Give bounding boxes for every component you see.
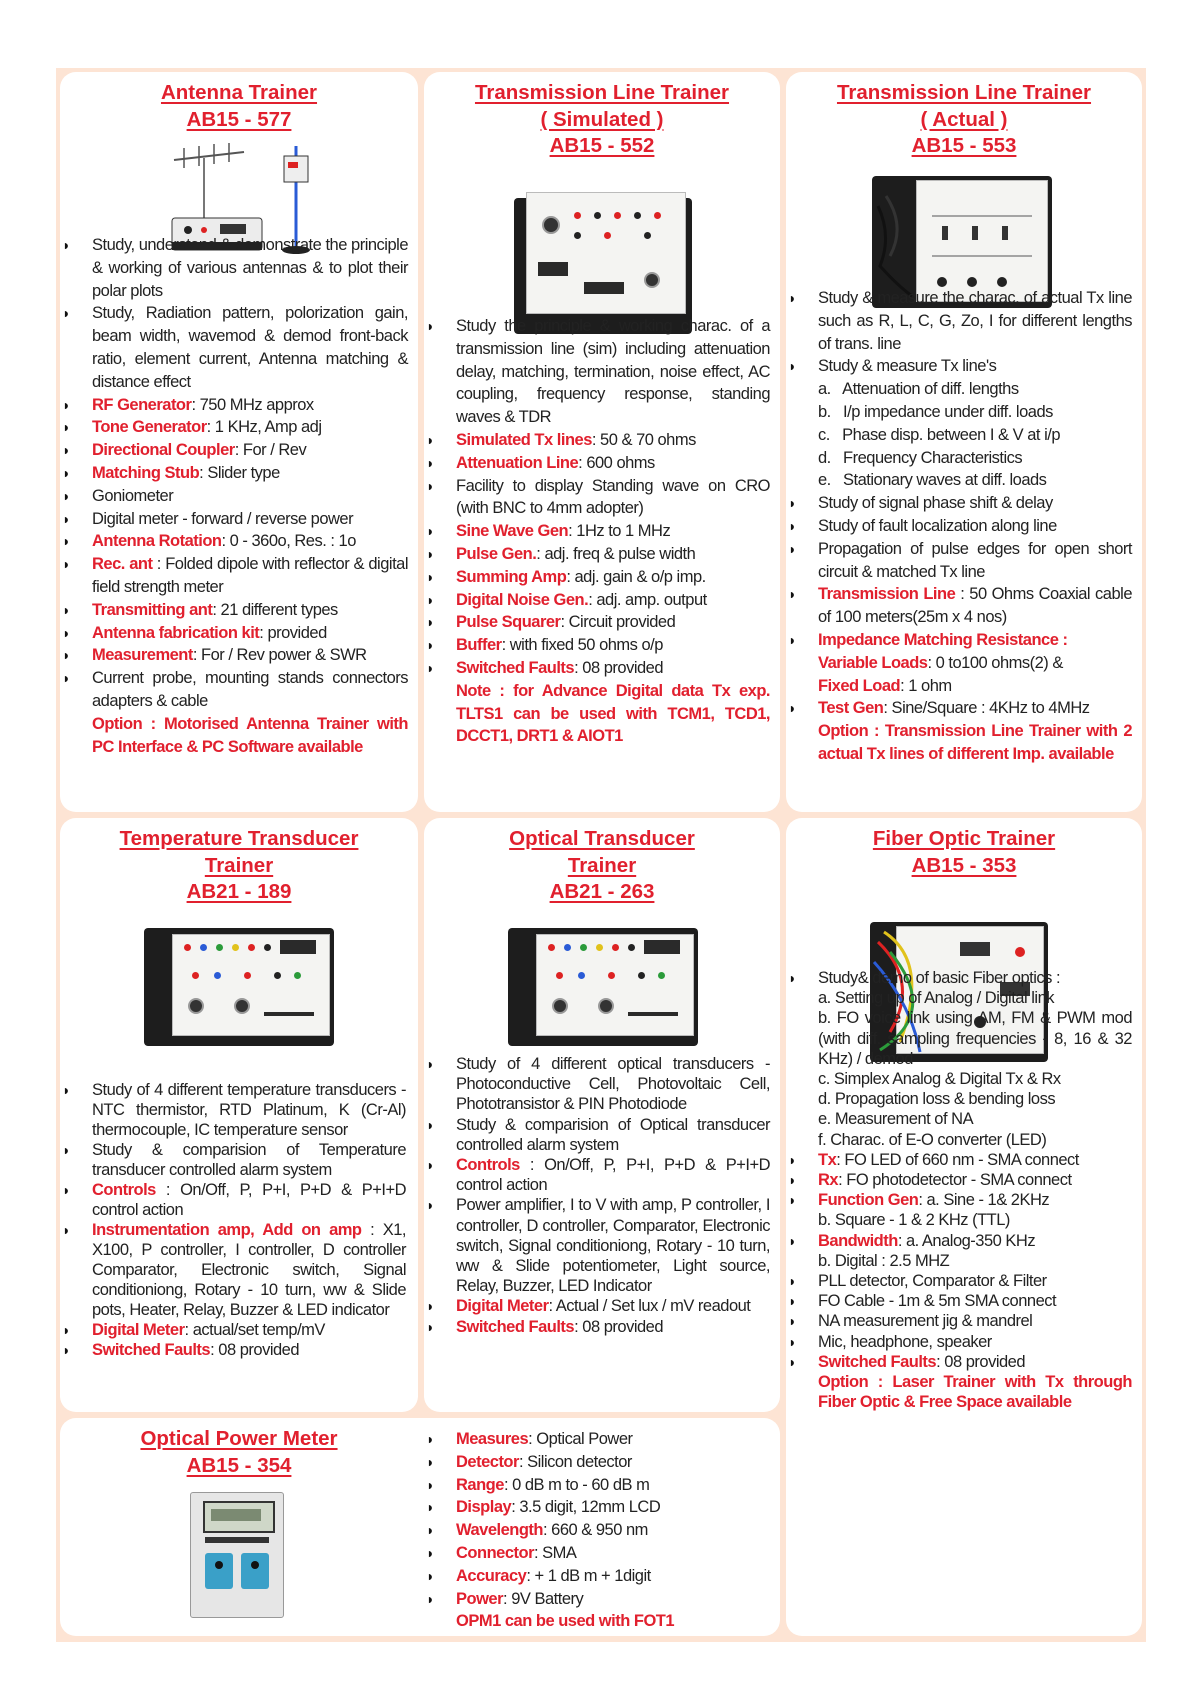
list-item: ◗ Digital Noise Gen.: adj. amp. output: [424, 589, 770, 612]
list-item: d. Propagation loss & bending loss: [818, 1090, 1056, 1109]
card-title: Transmission Line Trainer ( Simulated ) AB15 - 552: [424, 80, 780, 160]
list-item: b. I/p impedance under diff. loads: [818, 402, 1053, 421]
list-item: ◗ Study of fault localization along line: [786, 515, 1132, 538]
list-item: ◗ NA measurement jig & mandrel: [786, 1311, 1132, 1331]
list-item: ◗ Measures: Optical Power: [424, 1428, 770, 1451]
card-transmission-line-actual: [786, 72, 1142, 812]
list-item: ◗ Study the principle & working charac. of a transmission line (sim) including attenuation delay, matching, termination, noise effect, AC coupling, frequency response, standing waves & TDR: [424, 315, 770, 429]
card-title: Transmission Line Trainer ( Actual ) AB15 - 553: [786, 80, 1142, 160]
list-item: ◗ Study & comparision of Temperature transducer controlled alarm system: [60, 1140, 406, 1180]
card-optical-transducer: [424, 818, 780, 1412]
list-item: Variable Loads: 0 to100 ohms(2) &: [818, 653, 1063, 672]
option-note: Option : Motorised Antenna Trainer with PC Interface & PC Software available: [92, 714, 408, 756]
transmission-line-simulated-photo: [514, 192, 692, 334]
list-item: ◗ Mic, headphone, speaker: [786, 1332, 1132, 1352]
list-item: ◗ Switched Faults: 08 provided: [60, 1340, 406, 1360]
list-item: ◗ Study of 4 different temperature transducers - NTC thermistor, RTD Platinum, K (Cr-Al) thermocouple, IC temperature sensor: [60, 1080, 406, 1140]
list-item: ◗ Digital Meter: Actual / Set lux / mV readout: [424, 1296, 770, 1316]
list-item: ◗ Directional Coupler: For / Rev: [60, 439, 408, 462]
list-item: ◗ Study of signal phase shift & delay: [786, 492, 1132, 515]
model-number: AB15 - 553: [911, 134, 1017, 157]
list-item: ◗ Study & measure the charac. of actual Tx line such as R, L, C, G, Zo, I for different lengths of trans. line: [786, 287, 1132, 355]
list-item: ◗ Antenna fabrication kit: provided: [60, 622, 408, 645]
list-item: ◗ Power: 9V Battery: [424, 1588, 770, 1611]
list-item: ◗ Facility to display Standing wave on CRO (with BNC to 4mm adopter): [424, 475, 770, 521]
list-item: b. Square - 1 & 2 KHz (TTL): [818, 1211, 1010, 1230]
list-item: ◗ Display: 3.5 digit, 12mm LCD: [424, 1496, 770, 1519]
list-item: b. Digital : 2.5 MHZ: [818, 1251, 950, 1270]
list-item: b. FO voice link using AM, FM & PWM mod (with diff. sampling frequencies - 8, 16 & 32 KHz) / demod: [818, 1009, 1132, 1068]
list-item: ◗ Switched Faults: 08 provided: [786, 1352, 1132, 1372]
list-item: ◗ Simulated Tx lines: 50 & 70 ohms: [424, 429, 770, 452]
list-item: f. Charac. of E-O converter (LED): [818, 1130, 1047, 1149]
list-item: ◗ Matching Stub: Slider type: [60, 462, 408, 485]
list-item: ◗ Buffer: with fixed 50 ohms o/p: [424, 634, 770, 657]
optical-trainer-photo: [508, 928, 698, 1046]
list-item: ◗ Rec. ant : Folded dipole with reflector & digital field strength meter: [60, 553, 408, 599]
list-item: a. Setting up of Analog / Digital link: [818, 989, 1054, 1008]
model-number: AB21 - 189: [186, 880, 292, 903]
feature-list: [786, 968, 1132, 1412]
advance-note: Note : for Advance Digital data Tx exp. TLTS1 can be used with TCM1, TCD1, DCCT1, DRT1 & AIOT1: [456, 681, 770, 746]
list-item: ◗ Controls : On/Off, P, P+I, P+D & P+I+D control action: [424, 1155, 770, 1195]
spec-list: [424, 1428, 770, 1633]
list-item: ◗ Measurement: For / Rev power & SWR: [60, 644, 408, 667]
optical-power-meter-photo: [190, 1492, 284, 1618]
list-item: Fixed Load: 1 ohm: [818, 676, 952, 695]
feature-list: [60, 1080, 406, 1360]
card-fiber-optic-trainer: [786, 818, 1142, 1636]
list-item: ◗ Transmission Line : 50 Ohms Coaxial cable of 100 meters(25m x 4 nos): [786, 583, 1132, 629]
list-item: ◗ Study& demo of basic Fiber optics :: [786, 968, 1132, 988]
list-item: ◗ Tone Generator: 1 KHz, Amp adj: [60, 416, 408, 439]
list-item: e. Stationary waves at diff. loads: [818, 471, 1047, 490]
model-number: AB15 - 353: [911, 853, 1017, 877]
option-note: Option : Transmission Line Trainer with 2 actual Tx lines of different Imp. available: [818, 722, 1132, 763]
card-title: Optical Transducer Trainer AB21 - 263: [424, 826, 780, 906]
list-item: ◗ Summing Amp: adj. gain & o/p imp.: [424, 566, 770, 589]
list-item: e. Measurement of NA: [818, 1110, 974, 1129]
feature-list: [424, 315, 770, 748]
list-item: ◗ Instrumentation amp, Add on amp : X1, X100, P controller, I controller, D controller Comparator, Electronic switch, Signal conditioniong, Rotary - 10 turn, ww & Slide pots, Heater, Relay, Buzzer & LED indicator: [60, 1220, 406, 1320]
list-item: ◗ Range: 0 dB m to - 60 dB m: [424, 1474, 770, 1497]
list-item: ◗ Transmitting ant: 21 different types: [60, 599, 408, 622]
temperature-trainer-photo: [144, 928, 334, 1046]
card-transmission-line-simulated: [424, 72, 780, 812]
list-item: ◗ Wavelength: 660 & 950 nm: [424, 1519, 770, 1542]
list-item: ◗ Study & comparision of Optical transducer controlled alarm system: [424, 1115, 770, 1155]
list-item: ◗ Switched Faults: 08 provided: [424, 1317, 770, 1337]
list-item: ◗ Current probe, mounting stands connectors adapters & cable: [60, 667, 408, 713]
list-item: ◗ Pulse Gen.: adj. freq & pulse width: [424, 543, 770, 566]
card-temperature-transducer: [60, 818, 418, 1412]
list-item: a. Attenuation of diff. lengths: [818, 380, 1019, 399]
list-item: ◗ Tx: FO LED of 660 nm - SMA connect: [786, 1150, 1132, 1170]
list-item: ◗ Pulse Squarer: Circuit provided: [424, 611, 770, 634]
list-item: ◗ Accuracy: + 1 dB m + 1digit: [424, 1565, 770, 1588]
list-item: ◗ Digital meter - forward / reverse power: [60, 508, 408, 531]
list-item: ◗ Detector: Silicon detector: [424, 1451, 770, 1474]
list-item: ◗ Switched Faults: 08 provided: [424, 657, 770, 680]
card-antenna-trainer: [60, 72, 418, 812]
list-item: ◗ Antenna Rotation: 0 - 360o, Res. : 1o: [60, 530, 408, 553]
list-item: ◗ Test Gen: Sine/Square : 4KHz to 4MHz: [786, 697, 1132, 720]
list-item: ◗ Study of 4 different optical transducers - Photoconductive Cell, Photovoltaic Cell, Phototransistor & PIN Photodiode: [424, 1054, 770, 1115]
list-item: ◗ Study & measure Tx line's: [786, 355, 1132, 378]
feature-list: [786, 287, 1132, 766]
list-item: ◗ PLL detector, Comparator & Filter: [786, 1271, 1132, 1291]
list-item: ◗ Propagation of pulse edges for open short circuit & matched Tx line: [786, 538, 1132, 584]
card-title: Temperature Transducer Trainer AB21 - 189: [60, 826, 418, 906]
compat-note: OPM1 can be used with FOT1: [456, 1612, 675, 1631]
card-title: Optical Power Meter AB15 - 354: [60, 1426, 418, 1479]
list-item: ◗ Digital Meter: actual/set temp/mV: [60, 1320, 406, 1340]
model-number: AB15 - 354: [186, 1453, 292, 1477]
list-item: ◗ Connector: SMA: [424, 1542, 770, 1565]
list-item: ◗ Controls : On/Off, P, P+I, P+D & P+I+D control action: [60, 1180, 406, 1220]
list-item: ◗ Study, understand & demonstrate the principle & working of various antennas & to plot their polar plots: [60, 234, 408, 302]
list-item: ◗ Function Gen: a. Sine - 1& 2KHz: [786, 1190, 1132, 1210]
list-item: ◗ Goniometer: [60, 485, 408, 508]
list-item: ◗ Sine Wave Gen: 1Hz to 1 MHz: [424, 520, 770, 543]
list-item: c. Phase disp. between I & V at i/p: [818, 425, 1061, 444]
list-item: ◗ Impedance Matching Resistance :: [786, 629, 1132, 652]
card-title: Antenna Trainer AB15 - 577: [60, 80, 418, 133]
list-item: ◗ RF Generator: 750 MHz approx: [60, 394, 408, 417]
list-item: ◗ Attenuation Line: 600 ohms: [424, 452, 770, 475]
list-item: ◗ Bandwidth: a. Analog-350 KHz: [786, 1231, 1132, 1251]
list-item: d. Frequency Characteristics: [818, 448, 1023, 467]
card-title: Fiber Optic Trainer AB15 - 353: [786, 826, 1142, 879]
model-number: AB15 - 577: [186, 107, 292, 131]
list-item: c. Simplex Analog & Digital Tx & Rx: [818, 1070, 1061, 1089]
model-number: AB15 - 552: [549, 134, 655, 157]
list-item: ◗ Power amplifier, I to V with amp, P controller, I controller, D controller, Comparator, Electronic switch, Signal conditioniong, Rotary - 10 turn, ww & Slide potentiometer, Light source, Relay, Buzzer, LED Indicator: [424, 1195, 770, 1296]
model-number: AB21 - 263: [549, 880, 655, 903]
list-item: ◗ FO Cable - 1m & 5m SMA connect: [786, 1291, 1132, 1311]
card-optical-power-meter: [60, 1418, 780, 1636]
option-note: Option : Laser Trainer with Tx through Fiber Optic & Free Space available: [818, 1373, 1132, 1412]
feature-list: [424, 1054, 770, 1337]
list-item: ◗ Rx: FO photodetector - SMA connect: [786, 1170, 1132, 1190]
list-item: ◗ Study, Radiation pattern, polorization gain, beam width, wavemod & demod front-back ratio, element current, Antenna matching & distance effect: [60, 302, 408, 393]
feature-list: [60, 234, 408, 758]
